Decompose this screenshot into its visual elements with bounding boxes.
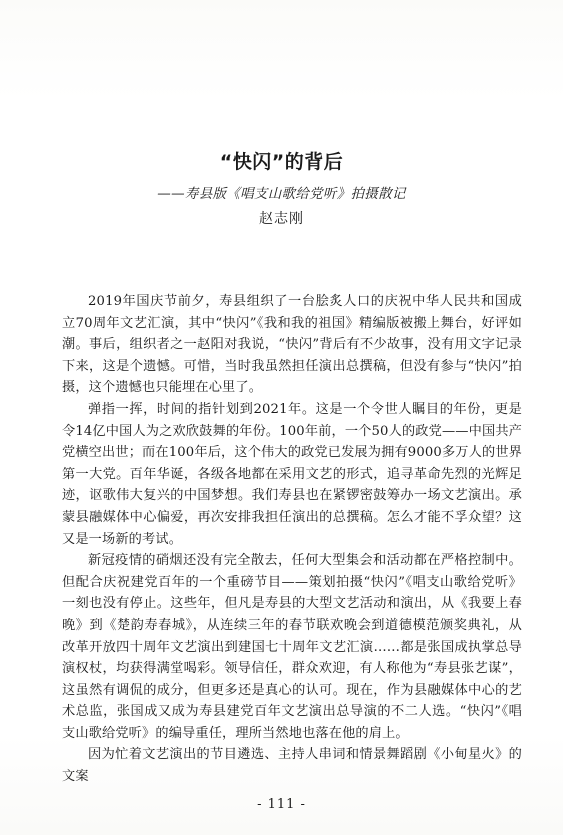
paragraph: 弹指一挥，时间的指针划到2021年。这是一个令世人瞩目的年份，更是令14亿中国人为之欢欣鼓舞的年份。100年前，一个50人的政党——中国共产党横空出世；而在100年后，这个伟大的政党已发展为拥有9000多万人的世界第一大党。百年华诞，各级各地都在采用文艺的形式，追寻革命先烈的光辉足迹，讴歌伟大复兴的中国梦想。我们寿县也在紧锣密鼓筹办一场文艺演出。承蒙县融媒体中心偏爱，再次安排我担任演出的总撰稿。怎么才能不孚众望？这又是一场新的考试。 [62, 401, 522, 547]
paragraph: 2019年国庆节前夕，寿县组织了一台脍炙人口的庆祝中华人民共和国成立70周年文艺汇演，其中“快闪”《我和我的祖国》精编版被搬上舞台，好评如潮。事后，组织者之一赵阳对我说，“快闪”背后有不少故事，没有用文字记录下来，这是个遗憾。可惜，当时我虽然担任演出总撰稿，但没有参与“快闪”拍摄，这个遗憾也只能埋在心里了。 [62, 294, 522, 396]
paragraph: 因为忙着文艺演出的节目遴选、主持人串词和情景舞蹈剧《小甸星火》的文案 [62, 747, 522, 785]
article-subtitle: ——寿县版《唱支山歌给党听》拍摄散记 [157, 186, 406, 202]
page-number: - 111 - [257, 797, 306, 812]
article-body [62, 291, 522, 788]
article-title: “快闪”的背后 [219, 151, 344, 173]
paragraph: 新冠疫情的硝烟还没有完全散去，任何大型集会和活动都在严格控制中。但配合庆祝建党百年的一个重磅节目——策划拍摄“快闪”《唱支山歌给党听》一刻也没有停止。这些年，但凡是寿县的大型文艺活动和演出，从《我要上春晚》到《楚韵寿春城》，从连续三年的春节联欢晚会到道德模范颁奖典礼，从改革开放四十周年文艺演出到建国七十周年文艺汇演……都是张国成执掌总导演权杖，均获得满堂喝彩。领导信任，群众欢迎，有人称他为“寿县张艺谋”，这虽然有调侃的成分，但更多还是真心的认可。现在，作为县融媒体中心的艺术总监，张国成又成为寿县建党百年文艺演出总导演的不二人选。“快闪”《唱支山歌给党听》的编导重任，理所当然地也落在他的肩上。 [62, 553, 522, 741]
article-author: 赵志刚 [259, 211, 304, 227]
